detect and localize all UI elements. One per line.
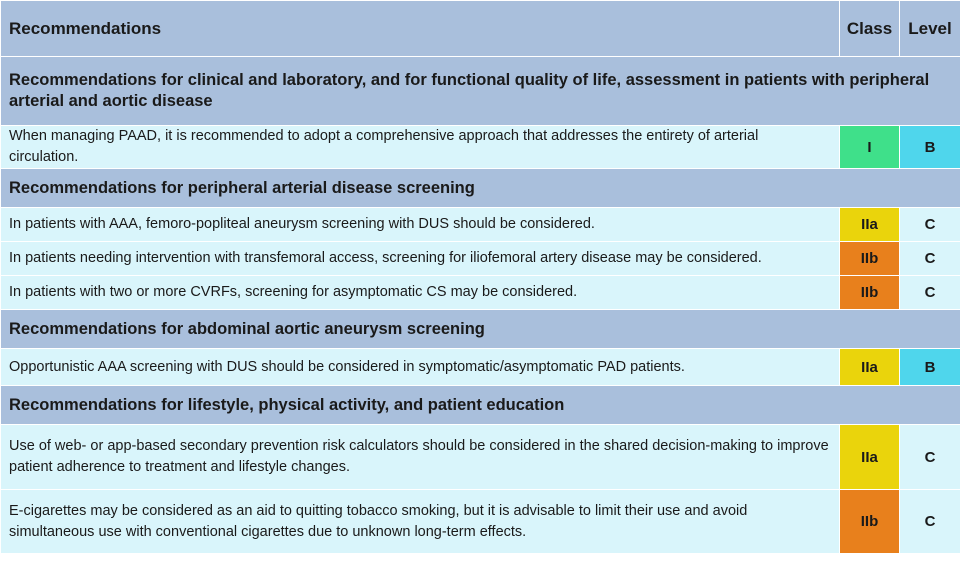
header-level: Level <box>900 1 960 57</box>
level-badge: C <box>900 276 960 310</box>
recommendation-text: In patients with two or more CVRFs, screening for asymptomatic CS may be considered. <box>1 276 840 310</box>
section-header <box>1 386 960 425</box>
class-badge: IIa <box>840 425 900 490</box>
table-row <box>1 349 960 386</box>
class-badge: I <box>840 126 900 169</box>
recommendation-text: When managing PAAD, it is recommended to adopt a comprehensive approach that addresses the entirety of arterial circulation. <box>1 126 840 169</box>
header-class: Class <box>840 1 900 57</box>
recommendation-text: In patients needing intervention with transfemoral access, screening for iliofemoral artery disease may be considered. <box>1 242 840 276</box>
level-badge: B <box>900 349 960 386</box>
section-header <box>1 57 960 126</box>
level-badge: B <box>900 126 960 169</box>
section-title: Recommendations for abdominal aortic aneurysm screening <box>1 310 960 349</box>
table-row <box>1 126 960 169</box>
recommendation-text: Use of web- or app-based secondary prevention risk calculators should be considered in the shared decision-making to improve patient adherence to treatment and lifestyle changes. <box>1 425 840 490</box>
recommendation-text: E-cigarettes may be considered as an aid to quitting tobacco smoking, but it is advisable to limit their use and avoid simultaneous use with conventional cigarettes due to unknown long-term effects. <box>1 490 840 554</box>
level-badge: C <box>900 425 960 490</box>
class-badge: IIb <box>840 276 900 310</box>
section-title: Recommendations for lifestyle, physical activity, and patient education <box>1 386 960 425</box>
table-header-row <box>1 1 960 57</box>
section-header <box>1 169 960 208</box>
level-badge: C <box>900 208 960 242</box>
level-badge: C <box>900 242 960 276</box>
table-row <box>1 276 960 310</box>
table-row <box>1 242 960 276</box>
section-title: Recommendations for peripheral arterial disease screening <box>1 169 960 208</box>
table-row <box>1 208 960 242</box>
section-header <box>1 310 960 349</box>
class-badge: IIb <box>840 490 900 554</box>
header-recommendations: Recommendations <box>1 1 840 57</box>
table-row <box>1 425 960 490</box>
class-badge: IIa <box>840 208 900 242</box>
recommendation-text: In patients with AAA, femoro-popliteal aneurysm screening with DUS should be considered. <box>1 208 840 242</box>
class-badge: IIa <box>840 349 900 386</box>
recommendation-text: Opportunistic AAA screening with DUS should be considered in symptomatic/asymptomatic PAD patients. <box>1 349 840 386</box>
class-badge: IIb <box>840 242 900 276</box>
section-title: Recommendations for clinical and laboratory, and for functional quality of life, assessment in patients with peripheral arterial and aortic disease <box>1 57 960 126</box>
table-row <box>1 490 960 554</box>
level-badge: C <box>900 490 960 554</box>
